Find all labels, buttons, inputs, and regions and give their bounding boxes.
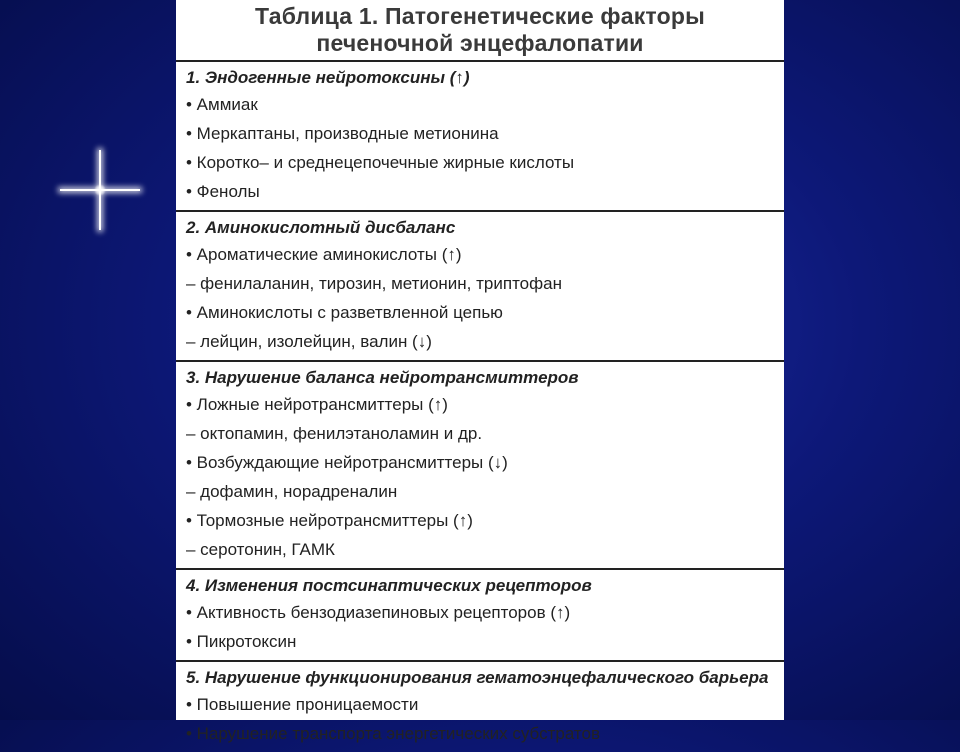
list-item: • Аминокислоты с разветвленной цепью <box>186 303 503 322</box>
list-item: • Пикротоксин <box>186 632 297 651</box>
list-item: – серотонин, ГАМК <box>186 540 335 559</box>
section-amino-acid-imbalance <box>176 212 784 362</box>
section-postsynaptic-receptors <box>176 570 784 662</box>
table-title-line-1: Таблица 1. Патогенетические факторы <box>255 3 705 29</box>
list-item: • Меркаптаны, производные метионина <box>186 124 499 143</box>
section-neurotransmitter-balance <box>176 362 784 570</box>
section-heading: 3. Нарушение баланса нейротрансмиттеров <box>186 368 579 387</box>
list-item: • Активность бензодиазепиновых рецепторов (↑) <box>186 603 571 622</box>
section-heading: 2. Аминокислотный дисбаланс <box>186 218 456 237</box>
list-item: • Возбуждающие нейротрансмиттеры (↓) <box>186 453 508 472</box>
list-item: – дофамин, норадреналин <box>186 482 398 501</box>
section-heading: 5. Нарушение функционирования гематоэнцефалического барьера <box>186 668 769 687</box>
document-table <box>176 0 784 743</box>
section-endogenous-neurotoxins <box>176 62 784 212</box>
sparkle-glow <box>94 184 106 196</box>
list-item: – лейцин, изолейцин, валин (↓) <box>186 332 432 351</box>
list-item: • Нарушение транспорта энергетических субстратов <box>186 724 601 743</box>
list-item: – фенилаланин, тирозин, метионин, триптофан <box>186 274 562 293</box>
list-item: • Аммиак <box>186 95 258 114</box>
table-title <box>176 0 784 62</box>
list-item: • Фенолы <box>186 182 260 201</box>
table-title-line-2: печеночной энцефалопатии <box>316 30 644 56</box>
list-item: • Ложные нейротрансмиттеры (↑) <box>186 395 448 414</box>
list-item: • Тормозные нейротрансмиттеры (↑) <box>186 511 473 530</box>
section-heading: 1. Эндогенные нейротоксины (↑) <box>186 68 470 87</box>
section-heading: 4. Изменения постсинаптических рецепторов <box>186 576 592 595</box>
list-item: • Коротко– и среднецепочечные жирные кислоты <box>186 153 575 172</box>
list-item: • Ароматические аминокислоты (↑) <box>186 245 462 264</box>
list-item: • Повышение проницаемости <box>186 695 419 714</box>
list-item: – октопамин, фенилэтаноламин и др. <box>186 424 483 443</box>
section-blood-brain-barrier <box>176 662 784 752</box>
